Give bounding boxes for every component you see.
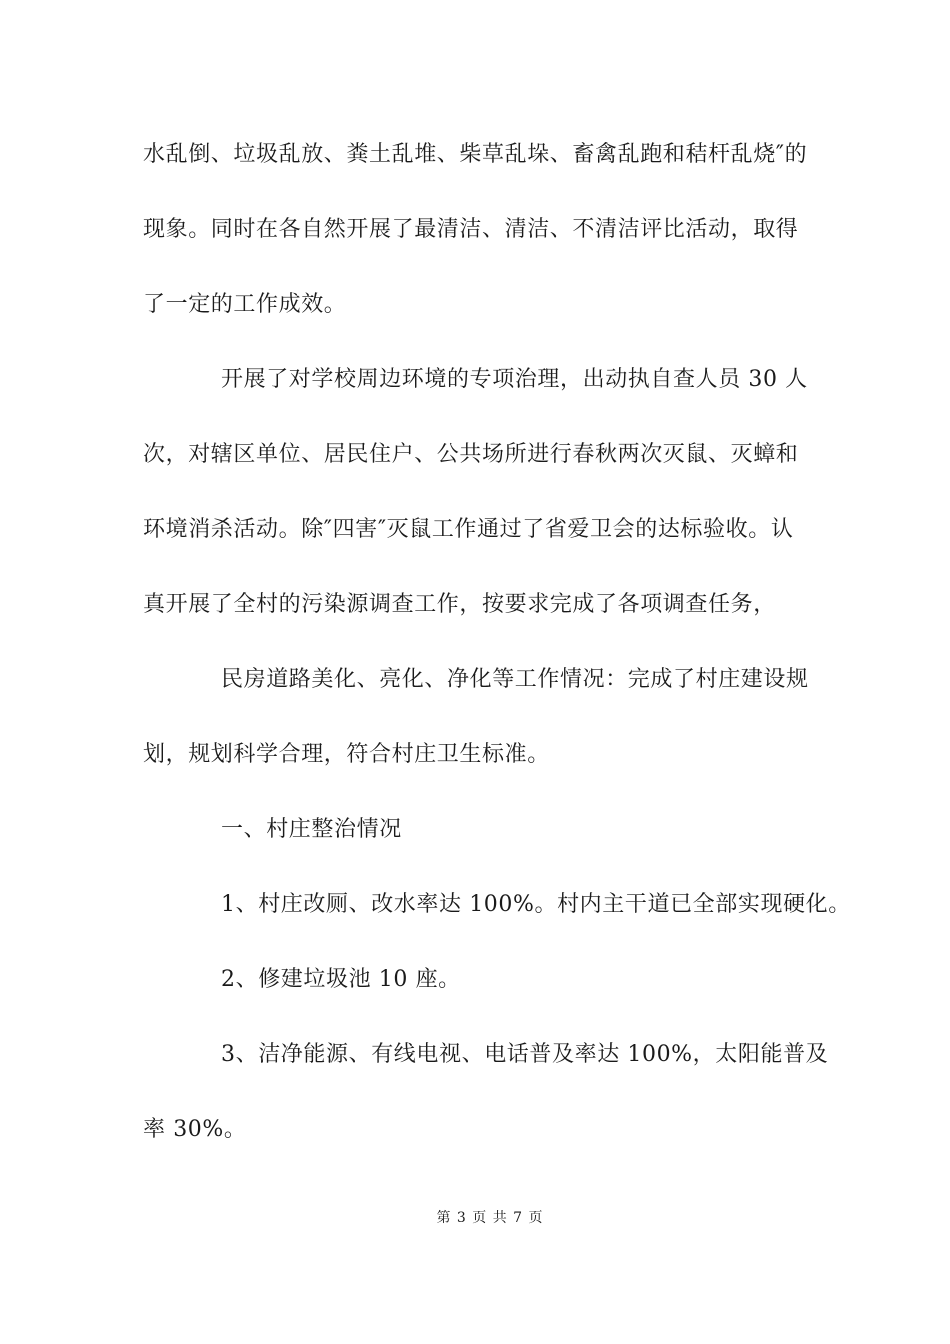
text-line: 水乱倒、垃圾乱放、粪土乱堆、柴草乱垛、畜禽乱跑和秸杆乱烧″的: [143, 142, 808, 167]
text-line: 了一定的工作成效。: [143, 292, 347, 317]
list-item: 2、修建垃圾池 10 座。: [221, 967, 461, 992]
text-line: 环境消杀活动。除″四害″灭鼠工作通过了省爱卫会的达标验收。认: [143, 517, 794, 542]
page-number-footer: 第 3 页 共 7 页: [436, 1210, 544, 1226]
text-line: 次，对辖区单位、居民住户、公共场所进行春秋两次灭鼠、灭蟑和: [143, 442, 799, 467]
section-heading: 一、村庄整治情况: [221, 817, 402, 842]
paragraph-start: 民房道路美化、亮化、净化等工作情况：完成了村庄建设规: [221, 667, 809, 692]
list-item: 1、村庄改厕、改水率达 100%。村内主干道已全部实现硬化。: [221, 892, 851, 917]
paragraph-start: 开展了对学校周边环境的专项治理，出动执自查人员 30 人: [221, 367, 808, 392]
text-line: 现象。同时在各自然开展了最清洁、清洁、不清洁评比活动，取得: [143, 217, 799, 242]
list-item: 3、洁净能源、有线电视、电话普及率达 100%，太阳能普及: [221, 1042, 829, 1067]
text-line: 率 30%。: [143, 1117, 247, 1142]
text-line: 划，规划科学合理，符合村庄卫生标准。: [143, 742, 550, 767]
text-line: 真开展了全村的污染源调查工作，按要求完成了各项调查任务，: [143, 592, 776, 617]
